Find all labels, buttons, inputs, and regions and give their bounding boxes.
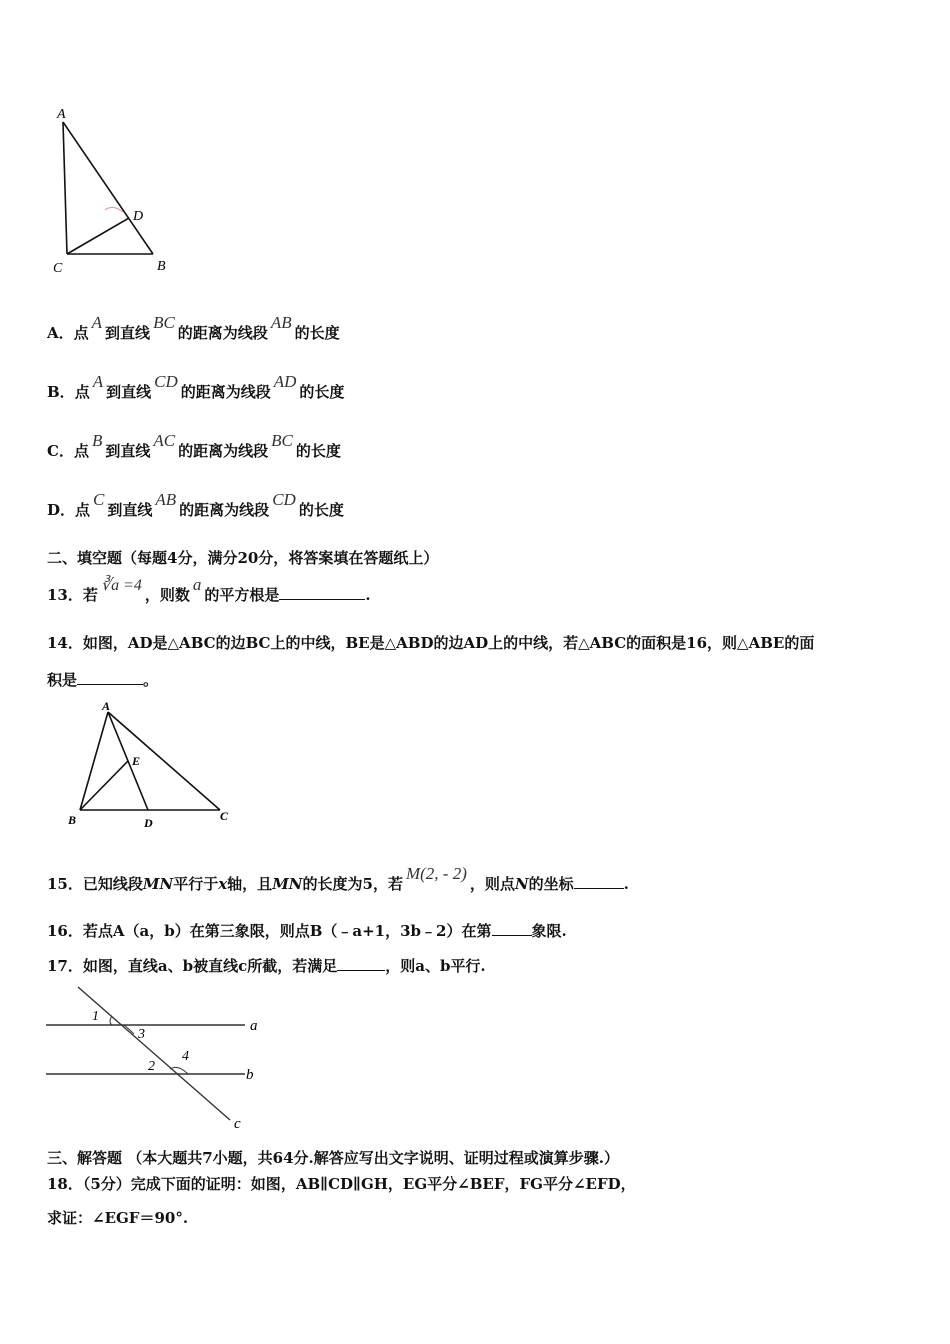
option-letter: D． xyxy=(47,501,76,519)
angle-label-1: 1 xyxy=(92,1009,99,1024)
option-math: B xyxy=(91,431,103,450)
question-18-line-2: 求证：∠EGF＝90°. xyxy=(47,1209,189,1227)
option-math: AC xyxy=(153,431,176,450)
angle-label-4: 4 xyxy=(182,1049,189,1064)
label-c: C xyxy=(220,809,229,823)
label-b: B xyxy=(68,813,77,827)
option-letter: C． xyxy=(47,442,74,460)
angle-label-2: 2 xyxy=(148,1059,155,1074)
option-text: 到直线 xyxy=(105,324,151,342)
q17-text: ，则a、b平行. xyxy=(385,957,486,975)
option-text: 点 xyxy=(73,324,89,342)
q13-var: a xyxy=(192,575,202,594)
question-18-line-1: 18．（5分）完成下面的证明：如图，AB∥CD∥GH，EG平分∠BEF，FG平分∠EFD， xyxy=(47,1175,636,1193)
q14-text: 积是 xyxy=(47,671,78,689)
option-text: 的长度 xyxy=(294,324,340,342)
option-math: BC xyxy=(153,313,175,332)
option-letter: B． xyxy=(47,383,75,401)
q15-mn: MN xyxy=(142,875,174,893)
option-c xyxy=(47,431,341,461)
right-angle-mark xyxy=(105,207,123,212)
q15-n: N xyxy=(514,875,529,893)
question-17 xyxy=(47,955,486,976)
option-text: 的长度 xyxy=(298,501,344,519)
line-c xyxy=(78,987,230,1120)
section-3-title: 三、解答题 （本大题共7小题，共64分.解答应写出文字说明、证明过程或演算步骤.） xyxy=(47,1149,619,1167)
line-label-a: a xyxy=(250,1018,258,1034)
label-e: E xyxy=(132,754,141,768)
label-a: A xyxy=(57,107,66,122)
option-text: 到直线 xyxy=(105,442,151,460)
option-math: A xyxy=(91,313,103,332)
q13-end: . xyxy=(365,586,371,604)
option-math: BC xyxy=(271,431,293,450)
line-label-c: c xyxy=(234,1116,241,1132)
question-13 xyxy=(47,575,371,605)
option-text: 的长度 xyxy=(295,442,341,460)
option-text: 的距离为线段 xyxy=(177,324,268,342)
option-text: 点 xyxy=(75,501,91,519)
option-text: 点 xyxy=(73,442,89,460)
option-math: CD xyxy=(154,372,178,391)
figure-triangle-acb xyxy=(45,100,185,280)
label-d: D xyxy=(133,209,144,224)
q17-text: 17．如图，直线a、b被直线c所截，若满足 xyxy=(47,957,338,975)
option-b xyxy=(47,372,345,402)
option-text: 到直线 xyxy=(107,501,153,519)
option-a xyxy=(47,313,340,343)
figure-parallel-lines xyxy=(40,982,280,1132)
segment-ac xyxy=(63,122,67,254)
q16-text: 16．若点A（a，b）在第三象限，则点B（﹣a+1，3b﹣2）在第 xyxy=(47,922,492,940)
q15-text: 的坐标 xyxy=(528,875,574,893)
q15-text: 平行于 xyxy=(173,875,219,893)
question-15 xyxy=(47,864,629,894)
section-2-title: 二、填空题（每题4分，满分20分，将答案填在答题纸上） xyxy=(47,549,439,567)
label-d: D xyxy=(144,816,153,830)
angle-mark-3 xyxy=(124,1025,134,1034)
option-d xyxy=(47,490,344,520)
q13-text: 的平方根是 xyxy=(204,586,280,604)
q13-text: ，则数 xyxy=(144,586,190,604)
option-letter: A． xyxy=(47,324,74,342)
label-c: C xyxy=(53,261,63,276)
option-math: CD xyxy=(272,490,296,509)
option-math: AB xyxy=(270,313,292,332)
q15-x: x xyxy=(218,875,228,893)
question-14-line-1: 14．如图，AD是△ABC的边BC上的中线，BE是△ABD的边AD上的中线，若△ABC的面积是16，则△ABE的面 xyxy=(47,634,815,652)
q15-text: 15．已知线段 xyxy=(47,875,143,893)
option-math: C xyxy=(93,490,105,509)
segment-ab xyxy=(63,122,153,254)
q15-point-m: M(2, - 2) xyxy=(405,864,467,883)
q13-math: ∛a =4 xyxy=(100,577,142,594)
option-text: 的距离为线段 xyxy=(178,442,269,460)
option-math: AB xyxy=(155,490,177,509)
line-label-b: b xyxy=(246,1067,254,1083)
q15-text: ，则点 xyxy=(469,875,515,893)
q16-text: 象限. xyxy=(531,922,567,940)
q15-text: 轴，且 xyxy=(227,875,273,893)
option-text: 点 xyxy=(74,383,90,401)
label-a: A xyxy=(102,699,111,713)
figure-triangle-abc xyxy=(60,698,240,834)
q14-text: 。 xyxy=(143,671,159,689)
q15-text: 的长度为5，若 xyxy=(302,875,403,893)
question-16 xyxy=(47,920,567,941)
option-text: 到直线 xyxy=(106,383,152,401)
segment-ac xyxy=(108,712,220,810)
option-text: 的距离为线段 xyxy=(180,383,271,401)
label-b: B xyxy=(157,259,166,274)
option-text: 的长度 xyxy=(299,383,345,401)
q15-mn: MN xyxy=(272,875,303,893)
q16-answer-blank[interactable] xyxy=(492,923,532,936)
option-math: A xyxy=(92,372,104,391)
angle-mark-1 xyxy=(110,1016,112,1025)
option-text: 的距离为线段 xyxy=(179,501,270,519)
segment-cd xyxy=(67,218,129,254)
q13-answer-blank[interactable] xyxy=(279,587,365,600)
q14-answer-blank[interactable] xyxy=(77,672,143,685)
q13-text: 13．若 xyxy=(47,586,98,604)
angle-label-3: 3 xyxy=(138,1027,145,1042)
q15-end: . xyxy=(623,875,629,893)
option-math: AD xyxy=(273,372,297,391)
q17-answer-blank[interactable] xyxy=(337,958,385,971)
question-14-line-2 xyxy=(47,669,158,690)
q15-answer-blank[interactable] xyxy=(574,876,624,889)
